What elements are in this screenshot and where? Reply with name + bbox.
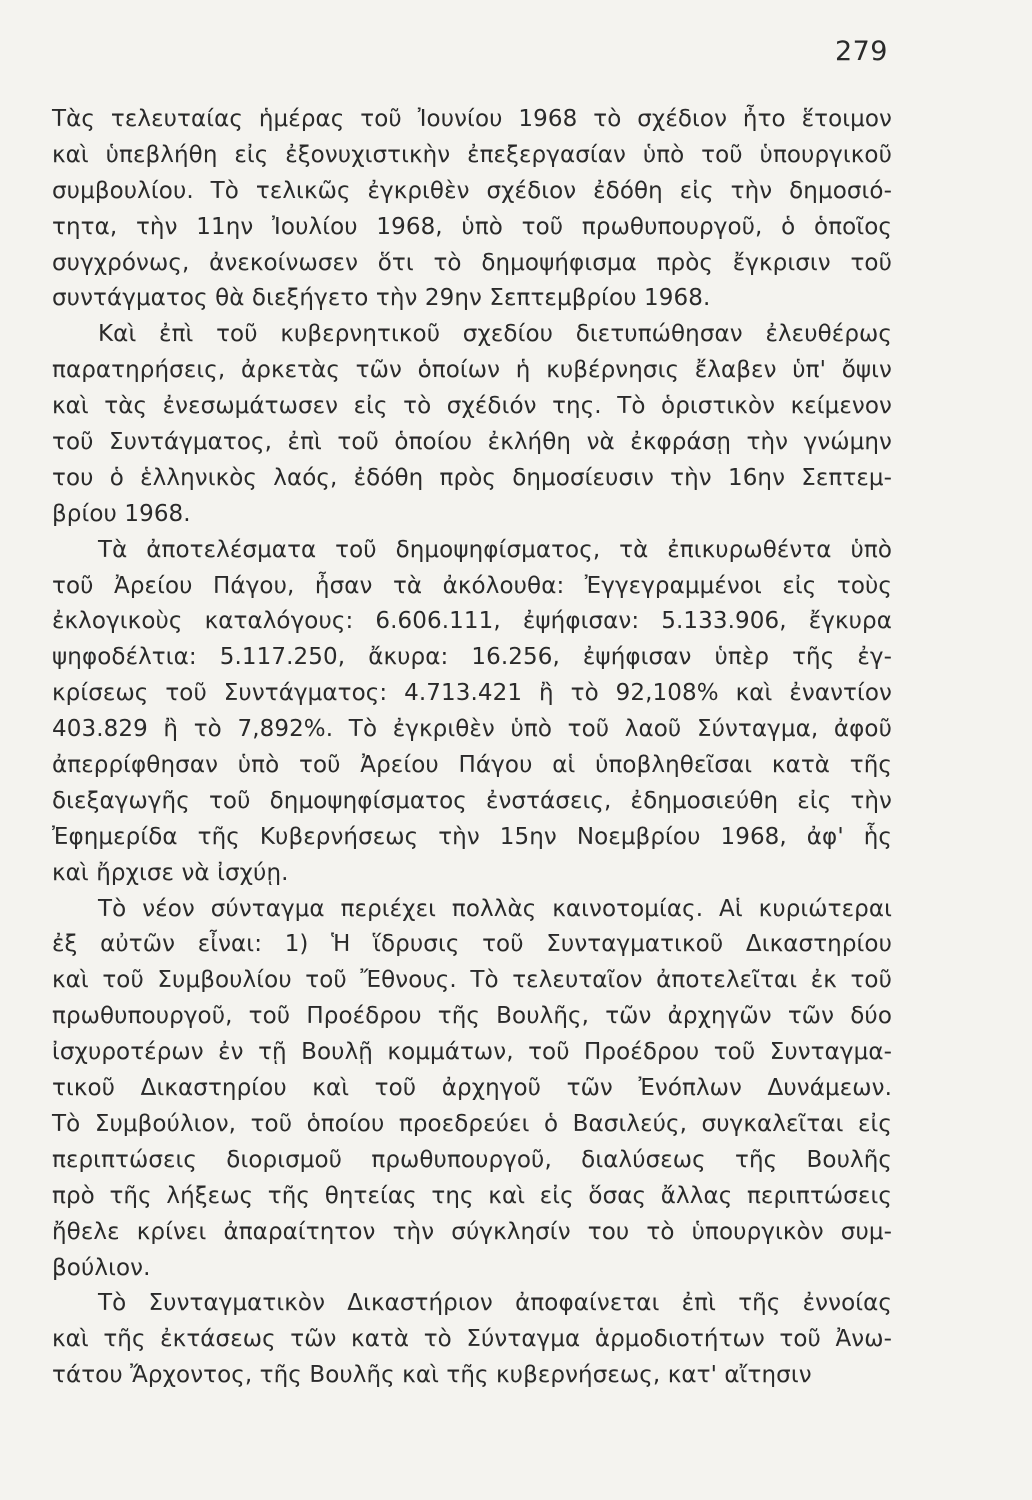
text-line: πρὸ τῆς λήξεως τῆς θητείας της καὶ εἰς ὅσας ἄλλας περιπτώσεις [52,1182,892,1209]
text-line: ἐκλογικοὺς καταλόγους: 6.606.111, ἐψήφισαν: 5.133.906, ἔγκυρα [52,608,892,635]
text-line: 403.829 ἢ τὸ 7,892%. Τὸ ἐγκριθὲν ὑπὸ τοῦ λαοῦ Σύνταγμα, ἀφοῦ [52,716,892,743]
text-line: συμβουλίου. Τὸ τελικῶς ἐγκριθὲν σχέδιον ἐδόθη εἰς τὴν δημοσιό- [52,177,892,204]
text-line: ἤθελε κρίνει ἀπαραίτητον τὴν σύγκλησίν του τὸ ὑπουργικὸν συμ- [52,1218,892,1245]
text-line: περιπτώσεις διορισμοῦ πρωθυπουργοῦ, διαλύσεως τῆς Βουλῆς [52,1146,892,1173]
text-line: ἐξ αὐτῶν εἶναι: 1) Ἡ ἵδρυσις τοῦ Συνταγματικοῦ Δικαστηρίου [52,931,892,958]
text-line: τικοῦ Δικαστηρίου καὶ τοῦ ἀρχηγοῦ τῶν Ἐνόπλων Δυνάμεων. [52,1075,892,1102]
text-line: Καὶ ἐπὶ τοῦ κυβερνητικοῦ σχεδίου διετυπώθησαν ἐλευθέρως [98,321,892,348]
text-line: τάτου Ἄρχοντος, τῆς Βουλῆς καὶ τῆς κυβερνήσεως, κατ' αἴτησιν [52,1362,812,1389]
text-line: Τὸ Συνταγματικὸν Δικαστήριον ἀποφαίνεται ἐπὶ τῆς ἐννοίας [98,1290,892,1317]
text-line: ἰσχυροτέρων ἐν τῇ Βουλῇ κομμάτων, τοῦ Προέδρου τοῦ Συνταγμα- [52,1039,892,1066]
paragraph [52,533,892,892]
text-line: Ἐφημερίδα τῆς Κυβερνήσεως τὴν 15ην Νοεμβρίου 1968, ἀφ' ἧς [52,823,892,850]
body-text [52,102,892,1394]
page-number: 279 [834,36,888,67]
text-line: καὶ τοῦ Συμβουλίου τοῦ Ἔθνους. Τὸ τελευταῖον ἀποτελεῖται ἐκ τοῦ [52,967,892,994]
text-line: παρατηρήσεις, ἀρκετὰς τῶν ὁποίων ἡ κυβέρνησις ἔλαβεν ὑπ' ὄψιν [52,357,892,384]
text-line: συντάγματος θὰ διεξήγετο τὴν 29ην Σεπτεμβρίου 1968. [52,285,711,312]
text-line: τοῦ Συντάγματος, ἐπὶ τοῦ ὁποίου ἐκλήθη νὰ ἐκφράσῃ τὴν γνώμην [52,429,892,456]
text-line: Τὰς τελευταίας ἡμέρας τοῦ Ἰουνίου 1968 τὸ σχέδιον ἦτο ἕτοιμον [52,106,892,132]
text-line: διεξαγωγῆς τοῦ δημοψηφίσματος ἐνστάσεις, ἐδημοσιεύθη εἰς τὴν [52,787,892,814]
text-line: καὶ ἤρχισε νὰ ἰσχύῃ. [52,859,289,886]
text-line: βούλιον. [52,1254,151,1281]
text-line: Τὸ νέον σύνταγμα περιέχει πολλὰς καινοτομίας. Αἱ κυριώτεραι [98,895,892,922]
text-line: ψηφοδέλτια: 5.117.250, ἄκυρα: 16.256, ἐψήφισαν ὑπὲρ τῆς ἐγ- [52,644,892,671]
text-line: καὶ τὰς ἐνεσωμάτωσεν εἰς τὸ σχέδιόν της. Τὸ ὁριστικὸν κείμενον [52,393,892,420]
text-line: συγχρόνως, ἀνεκοίνωσεν ὅτι τὸ δημοψήφισμα πρὸς ἔγκρισιν τοῦ [52,249,892,276]
text-line: του ὁ ἑλληνικὸς λαός, ἐδόθη πρὸς δημοσίευσιν τὴν 16ην Σεπτεμ- [52,464,892,491]
text-line: ἀπερρίφθησαν ὑπὸ τοῦ Ἀρείου Πάγου αἱ ὑποβληθεῖσαι κατὰ τῆς [52,752,892,779]
paragraph [52,1286,892,1394]
text-line: βρίου 1968. [52,500,191,527]
text-line: Τὰ ἀποτελέσματα τοῦ δημοψηφίσματος, τὰ ἐπικυρωθέντα ὑπὸ [98,536,892,563]
text-line: τητα, τὴν 11ην Ἰουλίου 1968, ὑπὸ τοῦ πρωθυπουργοῦ, ὁ ὁποῖος [52,213,892,240]
text-line: τοῦ Ἀρείου Πάγου, ἦσαν τὰ ἀκόλουθα: Ἐγγεγραμμένοι εἰς τοὺς [52,572,892,599]
paragraph [52,317,892,532]
paragraph [52,102,892,317]
text-line: καὶ τῆς ἐκτάσεως τῶν κατὰ τὸ Σύνταγμα ἁρμοδιοτήτων τοῦ Ἀνω- [52,1326,892,1353]
text-line: κρίσεως τοῦ Συντάγματος: 4.713.421 ἢ τὸ 92,108% καὶ ἐναντίον [52,680,892,707]
text-line: καὶ ὑπεβλήθη εἰς ἐξονυχιστικὴν ἐπεξεργασίαν ὑπὸ τοῦ ὑπουργικοῦ [52,141,892,168]
text-line: Τὸ Συμβούλιον, τοῦ ὁποίου προεδρεύει ὁ Βασιλεύς, συγκαλεῖται εἰς [52,1110,892,1137]
text-line: πρωθυπουργοῦ, τοῦ Προέδρου τῆς Βουλῆς, τῶν ἀρχηγῶν τῶν δύο [52,1003,892,1030]
paragraph [52,892,892,1287]
